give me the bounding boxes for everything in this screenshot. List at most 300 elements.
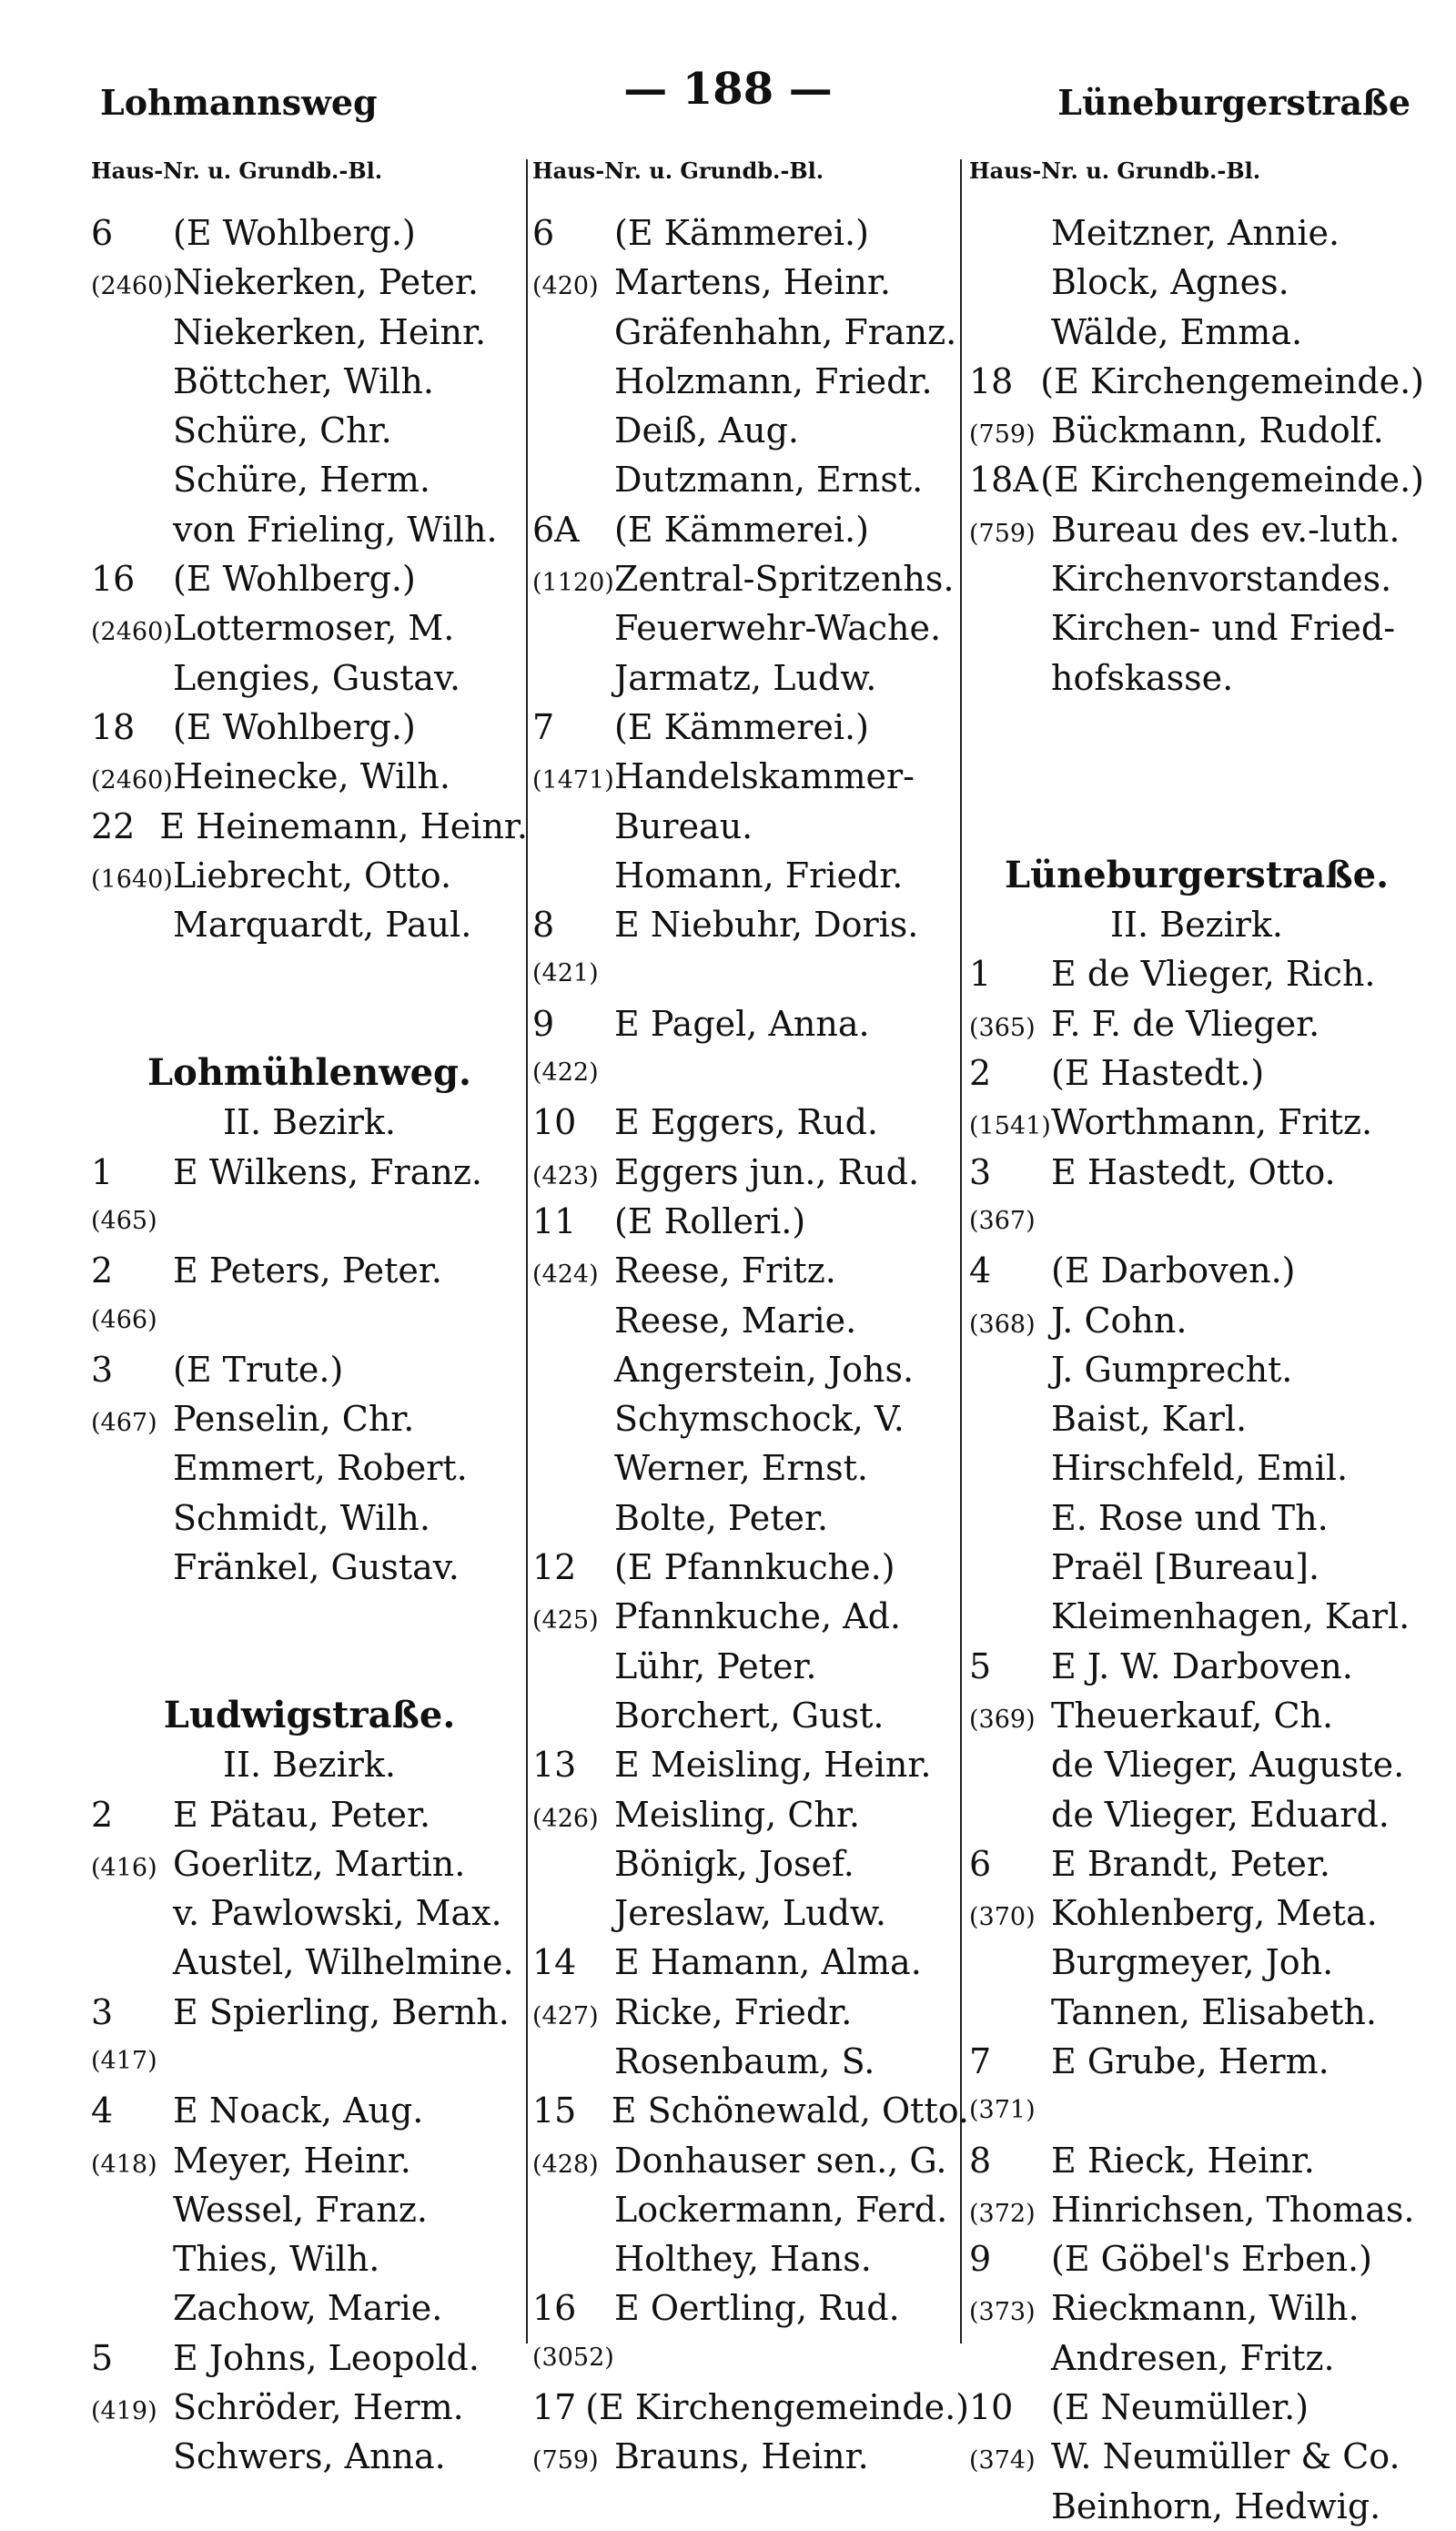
- directory-entry: [91, 2283, 528, 2333]
- entry-text: Schmidt, Wilh.: [173, 1497, 430, 1538]
- directory-entry: [532, 554, 969, 603]
- house-number: 11: [532, 1200, 577, 1241]
- directory-entry: [969, 406, 1424, 455]
- house-number: 6: [969, 1843, 992, 1884]
- entry-text: (E Kirchengemeinde.): [1040, 360, 1424, 401]
- entry-text: Goerlitz, Martin.: [173, 1843, 466, 1884]
- entry-text: Baist, Karl.: [1051, 1399, 1248, 1440]
- land-register-number: (367): [969, 1206, 1036, 1235]
- entry-text: Austel, Wilhelmine.: [173, 1942, 514, 1983]
- directory-entry: [532, 1197, 969, 1246]
- entry-text: Dutzmann, Ernst.: [614, 460, 924, 501]
- house-number: 3: [969, 1151, 992, 1192]
- land-register-number: (372): [969, 2199, 1036, 2228]
- directory-entry: [91, 2086, 528, 2135]
- house-number: 18: [969, 360, 1014, 401]
- land-register-number: (417): [91, 2046, 157, 2075]
- directory-entry: [532, 752, 969, 801]
- directory-entry: [969, 653, 1424, 703]
- directory-entry: [532, 851, 969, 900]
- house-number: 2: [969, 1053, 992, 1094]
- entry-text: Schymschock, V.: [614, 1399, 905, 1440]
- directory-entry: [969, 1642, 1424, 1691]
- entry-text: Holthey, Hans.: [614, 2239, 872, 2280]
- directory-entry: [91, 258, 528, 307]
- entry-text: (E Wohlberg.): [173, 559, 416, 600]
- directory-entry: [969, 2037, 1424, 2086]
- directory-entry: [532, 406, 969, 455]
- directory-entry: [969, 1839, 1424, 1888]
- land-register-number: (467): [91, 1409, 157, 1438]
- directory-entry: [969, 1345, 1424, 1394]
- entry-text: Gräfenhahn, Franz.: [614, 311, 957, 352]
- directory-entry: [532, 1888, 969, 1938]
- land-register-number: (416): [91, 1853, 157, 1882]
- directory-entry: [91, 1148, 528, 1197]
- entry-text: Hinrichsen, Thomas.: [1051, 2189, 1415, 2230]
- directory-entry: [969, 2283, 1424, 2333]
- house-number: 4: [91, 2091, 114, 2131]
- house-number: 16: [91, 559, 136, 600]
- directory-entry: [969, 2086, 1424, 2135]
- directory-entry: [532, 1296, 969, 1345]
- directory-entry: [532, 900, 969, 949]
- entry-text: (E Kirchengemeinde.): [585, 2387, 969, 2428]
- entry-text: (E Kämmerei.): [614, 509, 869, 550]
- house-number: 9: [532, 1003, 555, 1044]
- directory-entry: [532, 2432, 969, 2481]
- directory-entry: [532, 1443, 969, 1493]
- district-label: II. Bezirk.: [1109, 905, 1284, 946]
- directory-entry: [91, 2234, 528, 2283]
- district-label: II. Bezirk.: [222, 1102, 397, 1143]
- running-head-right: Lüneburgerstraße: [1057, 82, 1410, 123]
- entry-text: Bückmann, Rudolf.: [1051, 410, 1384, 451]
- land-register-number: (759): [969, 519, 1036, 548]
- entry-text: Donhauser sen., G.: [614, 2140, 947, 2181]
- entry-text: Jarmatz, Ludw.: [614, 657, 877, 698]
- entry-text: Beinhorn, Hedwig.: [1051, 2485, 1381, 2526]
- entry-text: Schüre, Herm.: [173, 460, 430, 501]
- entry-text: Angerstein, Johs.: [614, 1349, 915, 1390]
- entry-text: Emmert, Robert.: [173, 1448, 468, 1489]
- entry-text: (E Darboven.): [1051, 1250, 1296, 1291]
- entry-text: E Eggers, Rud.: [614, 1102, 879, 1143]
- directory-entry: [532, 2136, 969, 2185]
- directory-entry: [969, 1888, 1424, 1938]
- column-3: [969, 159, 1424, 2531]
- directory-entry: [532, 1592, 969, 1641]
- running-head-left: Lohmannsweg: [100, 82, 378, 123]
- land-register-number: (759): [969, 420, 1036, 450]
- directory-entry: [969, 1740, 1424, 1789]
- entry-text: Fränkel, Gustav.: [173, 1547, 460, 1588]
- entry-text: Wälde, Emma.: [1051, 311, 1303, 352]
- directory-entry: [532, 2185, 969, 2234]
- directory-entry: [532, 357, 969, 406]
- directory-entry: [969, 1048, 1424, 1098]
- entry-text: Kohlenberg, Meta.: [1051, 1893, 1378, 1934]
- entry-text: Hirschfeld, Emil.: [1051, 1448, 1349, 1489]
- directory-entry: [532, 1048, 969, 1098]
- land-register-number: (2460): [91, 766, 173, 795]
- entry-text: Liebrecht, Otto.: [173, 855, 452, 896]
- entry-text: E Schönewald, Otto.: [611, 2091, 969, 2131]
- directory-entry: [91, 1888, 528, 1938]
- entry-text: Lühr, Peter.: [614, 1645, 817, 1686]
- house-number: 15: [532, 2091, 577, 2131]
- directory-entry: [91, 1246, 528, 1295]
- directory-entry: [532, 603, 969, 653]
- land-register-number: (422): [532, 1058, 599, 1088]
- house-number: 12: [532, 1547, 577, 1588]
- entry-text: E Hamann, Alma.: [614, 1942, 922, 1983]
- entry-text: von Frieling, Wilh.: [173, 509, 498, 550]
- column-header: Haus-Nr. u. Grundb.-Bl.: [91, 157, 383, 184]
- directory-entry: [969, 1790, 1424, 1839]
- house-number: 1: [969, 954, 992, 995]
- entry-text: Lottermoser, M.: [173, 608, 455, 649]
- entry-text: E Brandt, Peter.: [1051, 1843, 1330, 1884]
- land-register-number: (1541): [969, 1112, 1051, 1141]
- entry-text: Kleimenhagen, Karl.: [1051, 1596, 1410, 1637]
- land-register-number: (365): [969, 1013, 1036, 1042]
- entry-text: (E Göbel's Erben.): [1051, 2239, 1372, 2280]
- entry-text: J. Cohn.: [1051, 1300, 1188, 1341]
- directory-entry: [91, 2334, 528, 2383]
- entry-text: E Wilkens, Franz.: [173, 1151, 482, 1192]
- entry-text: E Spierling, Bernh.: [173, 1991, 510, 2032]
- directory-entry: [91, 1443, 528, 1493]
- entry-text: Rosenbaum, S.: [614, 2040, 875, 2081]
- entry-text: Wessel, Franz.: [173, 2189, 429, 2230]
- entry-text: Andresen, Fritz.: [1051, 2337, 1335, 2378]
- entry-text: (E Trute.): [173, 1349, 344, 1390]
- directory-entry: [969, 1296, 1424, 1345]
- directory-entry: [969, 1443, 1424, 1493]
- directory-entry: [532, 1790, 969, 1839]
- directory-entry: [91, 1197, 528, 1246]
- entry-text: J. Gumprecht.: [1051, 1349, 1293, 1390]
- entry-text: Bolte, Peter.: [614, 1497, 829, 1538]
- directory-entry: [969, 603, 1424, 653]
- house-number: 22: [91, 805, 136, 846]
- blank-line: [969, 703, 1424, 752]
- entry-text: Homann, Friedr.: [614, 855, 904, 896]
- blank-line: [969, 752, 1424, 801]
- entry-text: Bureau.: [614, 805, 753, 846]
- directory-entry: [91, 900, 528, 949]
- house-number: 18: [91, 706, 136, 747]
- directory-entry: [969, 357, 1424, 406]
- directory-entry: [969, 455, 1424, 504]
- entry-text: Pfannkuche, Ad.: [614, 1596, 901, 1637]
- land-register-number: (424): [532, 1260, 599, 1290]
- land-register-number: (3052): [532, 2343, 614, 2372]
- entry-text: E Heinemann, Heinr.: [159, 805, 528, 846]
- entry-text: Martens, Heinr.: [614, 262, 891, 303]
- directory-entry: [969, 2136, 1424, 2185]
- directory-entry: [91, 1394, 528, 1443]
- land-register-number: (1471): [532, 766, 614, 795]
- land-register-number: (428): [532, 2150, 599, 2179]
- land-register-number: (427): [532, 2001, 599, 2030]
- directory-entry: [532, 1493, 969, 1543]
- directory-entry: [91, 1790, 528, 1839]
- directory-entry: [91, 1345, 528, 1394]
- entry-text: Böttcher, Wilh.: [173, 360, 434, 401]
- column-1: [91, 159, 528, 2482]
- land-register-number: (420): [532, 272, 599, 301]
- directory-entry: [91, 1296, 528, 1345]
- entry-text: Handelskammer-: [614, 756, 915, 797]
- column-header: Haus-Nr. u. Grundb.-Bl.: [969, 157, 1261, 184]
- directory-entry: [532, 2037, 969, 2086]
- directory-entry: [532, 1098, 969, 1147]
- directory-entry: [91, 208, 528, 258]
- directory-entry: [532, 208, 969, 258]
- directory-entry: [532, 1148, 969, 1197]
- entry-text: E Rieck, Heinr.: [1051, 2140, 1315, 2181]
- entry-text: Zachow, Marie.: [173, 2288, 443, 2329]
- entry-text: Brauns, Heinr.: [614, 2436, 869, 2477]
- entry-text: Kirchen- und Fried-: [1051, 608, 1396, 649]
- house-number: 10: [969, 2387, 1014, 2428]
- entry-text: Thies, Wilh.: [173, 2239, 380, 2280]
- land-register-number: (425): [532, 1606, 599, 1635]
- entry-text: Meisling, Chr.: [614, 1794, 860, 1835]
- entry-text: Lengies, Gustav.: [173, 657, 461, 698]
- entry-text: Feuerwehr-Wache.: [614, 608, 942, 649]
- entry-text: (E Kämmerei.): [614, 213, 869, 253]
- directory-entry: [969, 1394, 1424, 1443]
- directory-entry: [969, 2185, 1424, 2234]
- directory-entry: [532, 2283, 969, 2333]
- street-heading: Ludwigstraße.: [163, 1693, 456, 1736]
- directory-entry: [91, 357, 528, 406]
- entry-text: (E Hastedt.): [1051, 1053, 1265, 1094]
- directory-entry: [91, 1839, 528, 1888]
- directory-entry: [969, 1543, 1424, 1592]
- entry-text: Eggers jun., Rud.: [614, 1151, 920, 1192]
- column-2: [532, 159, 969, 2482]
- land-register-number: (418): [91, 2150, 157, 2179]
- directory-entry: [91, 1493, 528, 1543]
- directory-entry: [91, 752, 528, 801]
- house-number: 17: [532, 2387, 577, 2428]
- directory-entry: [532, 2086, 969, 2135]
- directory-entry: [91, 308, 528, 357]
- house-number: 16: [532, 2288, 577, 2329]
- district-label: II. Bezirk.: [222, 1745, 397, 1786]
- land-register-number: (466): [91, 1305, 157, 1334]
- directory-entry: [91, 2185, 528, 2234]
- land-register-number: (426): [532, 1804, 599, 1833]
- house-number: 10: [532, 1102, 577, 1143]
- column-header: Haus-Nr. u. Grundb.-Bl.: [532, 157, 824, 184]
- directory-entry: [532, 2383, 969, 2432]
- directory-entry: [969, 2482, 1424, 2531]
- directory-entry: [91, 2136, 528, 2185]
- directory-entry: [532, 1740, 969, 1789]
- directory-entry: [969, 1148, 1424, 1197]
- entry-text: Schröder, Herm.: [173, 2387, 464, 2428]
- directory-entry: [532, 1988, 969, 2037]
- entry-text: E Oertling, Rud.: [614, 2288, 900, 2329]
- house-number: 7: [969, 2040, 992, 2081]
- entry-text: E de Vlieger, Rich.: [1051, 954, 1376, 995]
- directory-entry: [91, 1938, 528, 1987]
- entry-text: (E Pfannkuche.): [614, 1547, 895, 1588]
- directory-entry: [532, 1394, 969, 1443]
- blank-line: [91, 1642, 528, 1691]
- page-number: — 188 —: [623, 64, 833, 115]
- house-number: 8: [969, 2140, 992, 2181]
- house-number: 2: [91, 1250, 114, 1291]
- entry-text: de Vlieger, Auguste.: [1051, 1745, 1405, 1786]
- entry-text: Deiß, Aug.: [614, 410, 799, 451]
- directory-entry: [969, 1938, 1424, 1987]
- entry-text: Meitzner, Annie.: [1051, 213, 1340, 253]
- directory-entry: [532, 308, 969, 357]
- entry-text: Heinecke, Wilh.: [173, 756, 450, 797]
- house-number: 13: [532, 1745, 577, 1786]
- directory-entry: [532, 455, 969, 504]
- entry-text: (E Neumüller.): [1051, 2387, 1309, 2428]
- entry-text: Tannen, Elisabeth.: [1051, 1991, 1377, 2032]
- land-register-number: (371): [969, 2096, 1036, 2125]
- entry-text: E Pagel, Anna.: [614, 1003, 870, 1044]
- entry-text: Schwers, Anna.: [173, 2436, 446, 2477]
- house-number: 7: [532, 706, 555, 747]
- entry-text: E. Rose und Th.: [1051, 1497, 1329, 1538]
- directory-entry: [969, 2234, 1424, 2283]
- land-register-number: (1640): [91, 865, 173, 894]
- house-number: 6: [532, 213, 555, 253]
- entry-text: Kirchenvorstandes.: [1051, 559, 1392, 600]
- directory-entry: [91, 406, 528, 455]
- directory-entry: [969, 2432, 1424, 2481]
- directory-entry: [532, 258, 969, 307]
- land-register-number: (759): [532, 2446, 599, 2475]
- entry-text: Bureau des ev.-luth.: [1051, 509, 1400, 550]
- directory-entry: [969, 1098, 1424, 1147]
- house-number: 6: [91, 213, 114, 253]
- directory-entry: [969, 1592, 1424, 1641]
- entry-text: Holzmann, Friedr.: [614, 360, 933, 401]
- house-number: 6A: [532, 509, 580, 550]
- entry-text: E Grube, Herm.: [1051, 2040, 1330, 2081]
- directory-entry: [91, 653, 528, 703]
- house-number: 3: [91, 1349, 114, 1390]
- land-register-number: (368): [969, 1310, 1036, 1339]
- directory-entry: [969, 208, 1424, 258]
- entry-text: Lockermann, Ferd.: [614, 2189, 948, 2230]
- street-heading: Lüneburgerstraße.: [1004, 853, 1390, 896]
- directory-entry: [91, 802, 528, 851]
- directory-entry: [969, 1246, 1424, 1295]
- directory-entry: [532, 703, 969, 752]
- directory-entry: [532, 2334, 969, 2383]
- entry-text: Reese, Marie.: [614, 1300, 857, 1341]
- entry-text: E Johns, Leopold.: [173, 2337, 480, 2378]
- house-number: 5: [91, 2337, 114, 2378]
- land-register-number: (465): [91, 1206, 157, 1235]
- directory-entry: [969, 1691, 1424, 1740]
- directory-entry: [969, 308, 1424, 357]
- entry-text: Penselin, Chr.: [173, 1399, 415, 1440]
- entry-text: hofskasse.: [1051, 657, 1234, 698]
- directory-entry: [969, 1988, 1424, 2037]
- entry-text: Schüre, Chr.: [173, 410, 392, 451]
- blank-line: [91, 1592, 528, 1641]
- directory-entry: [91, 505, 528, 554]
- entry-text: Werner, Ernst.: [614, 1448, 868, 1489]
- directory-entry: [91, 2432, 528, 2481]
- entry-text: E Noack, Aug.: [173, 2091, 424, 2131]
- entry-text: Worthmann, Fritz.: [1051, 1102, 1373, 1143]
- entry-text: Ricke, Friedr.: [614, 1991, 853, 2032]
- land-register-number: (2460): [91, 272, 173, 301]
- directory-entry: [532, 949, 969, 998]
- entry-text: Rieckmann, Wilh.: [1051, 2288, 1360, 2329]
- entry-text: Niekerken, Heinr.: [173, 311, 487, 352]
- entry-text: Burgmeyer, Joh.: [1051, 1942, 1334, 1983]
- house-number: 18A: [969, 460, 1038, 501]
- entry-text: (E Kämmerei.): [614, 706, 869, 747]
- directory-entry: [969, 2334, 1424, 2383]
- directory-entry: [91, 1988, 528, 2037]
- land-register-number: (374): [969, 2446, 1036, 2475]
- directory-entry: [969, 1493, 1424, 1543]
- directory-entry: [532, 1642, 969, 1691]
- entry-text: v. Pawlowski, Max.: [173, 1893, 502, 1934]
- entry-text: E J. W. Darboven.: [1051, 1645, 1353, 1686]
- land-register-number: (369): [969, 1705, 1036, 1734]
- entry-text: Niekerken, Peter.: [173, 262, 479, 303]
- directory-entry: [532, 1839, 969, 1888]
- directory-entry: [91, 703, 528, 752]
- directory-entry: [532, 1246, 969, 1295]
- entry-text: Block, Agnes.: [1051, 262, 1289, 303]
- directory-entry: [91, 603, 528, 653]
- directory-entry: [969, 999, 1424, 1048]
- entry-text: (E Wohlberg.): [173, 213, 416, 253]
- blank-line: [969, 802, 1424, 851]
- house-number: 9: [969, 2239, 992, 2280]
- directory-entry: [969, 1197, 1424, 1246]
- house-number: 8: [532, 905, 555, 946]
- house-number: 1: [91, 1151, 114, 1192]
- land-register-number: (421): [532, 959, 599, 988]
- entry-text: E Peters, Peter.: [173, 1250, 442, 1291]
- entry-text: Zentral-Spritzenhs.: [614, 559, 955, 600]
- entry-text: E Niebuhr, Doris.: [614, 905, 919, 946]
- entry-text: (E Kirchengemeinde.): [1040, 460, 1424, 501]
- entry-text: Jereslaw, Ludw.: [614, 1893, 886, 1934]
- entry-text: Borchert, Gust.: [614, 1695, 885, 1736]
- land-register-number: (370): [969, 1903, 1036, 1932]
- house-number: 4: [969, 1250, 992, 1291]
- directory-entry: [532, 505, 969, 554]
- entry-text: F. F. de Vlieger.: [1051, 1003, 1320, 1044]
- entry-text: de Vlieger, Eduard.: [1051, 1794, 1390, 1835]
- entry-text: Reese, Fritz.: [614, 1250, 836, 1291]
- entry-text: Bönigk, Josef.: [614, 1843, 854, 1884]
- directory-entry: [532, 1938, 969, 1987]
- directory-entry: [532, 1691, 969, 1740]
- directory-entry: [969, 505, 1424, 554]
